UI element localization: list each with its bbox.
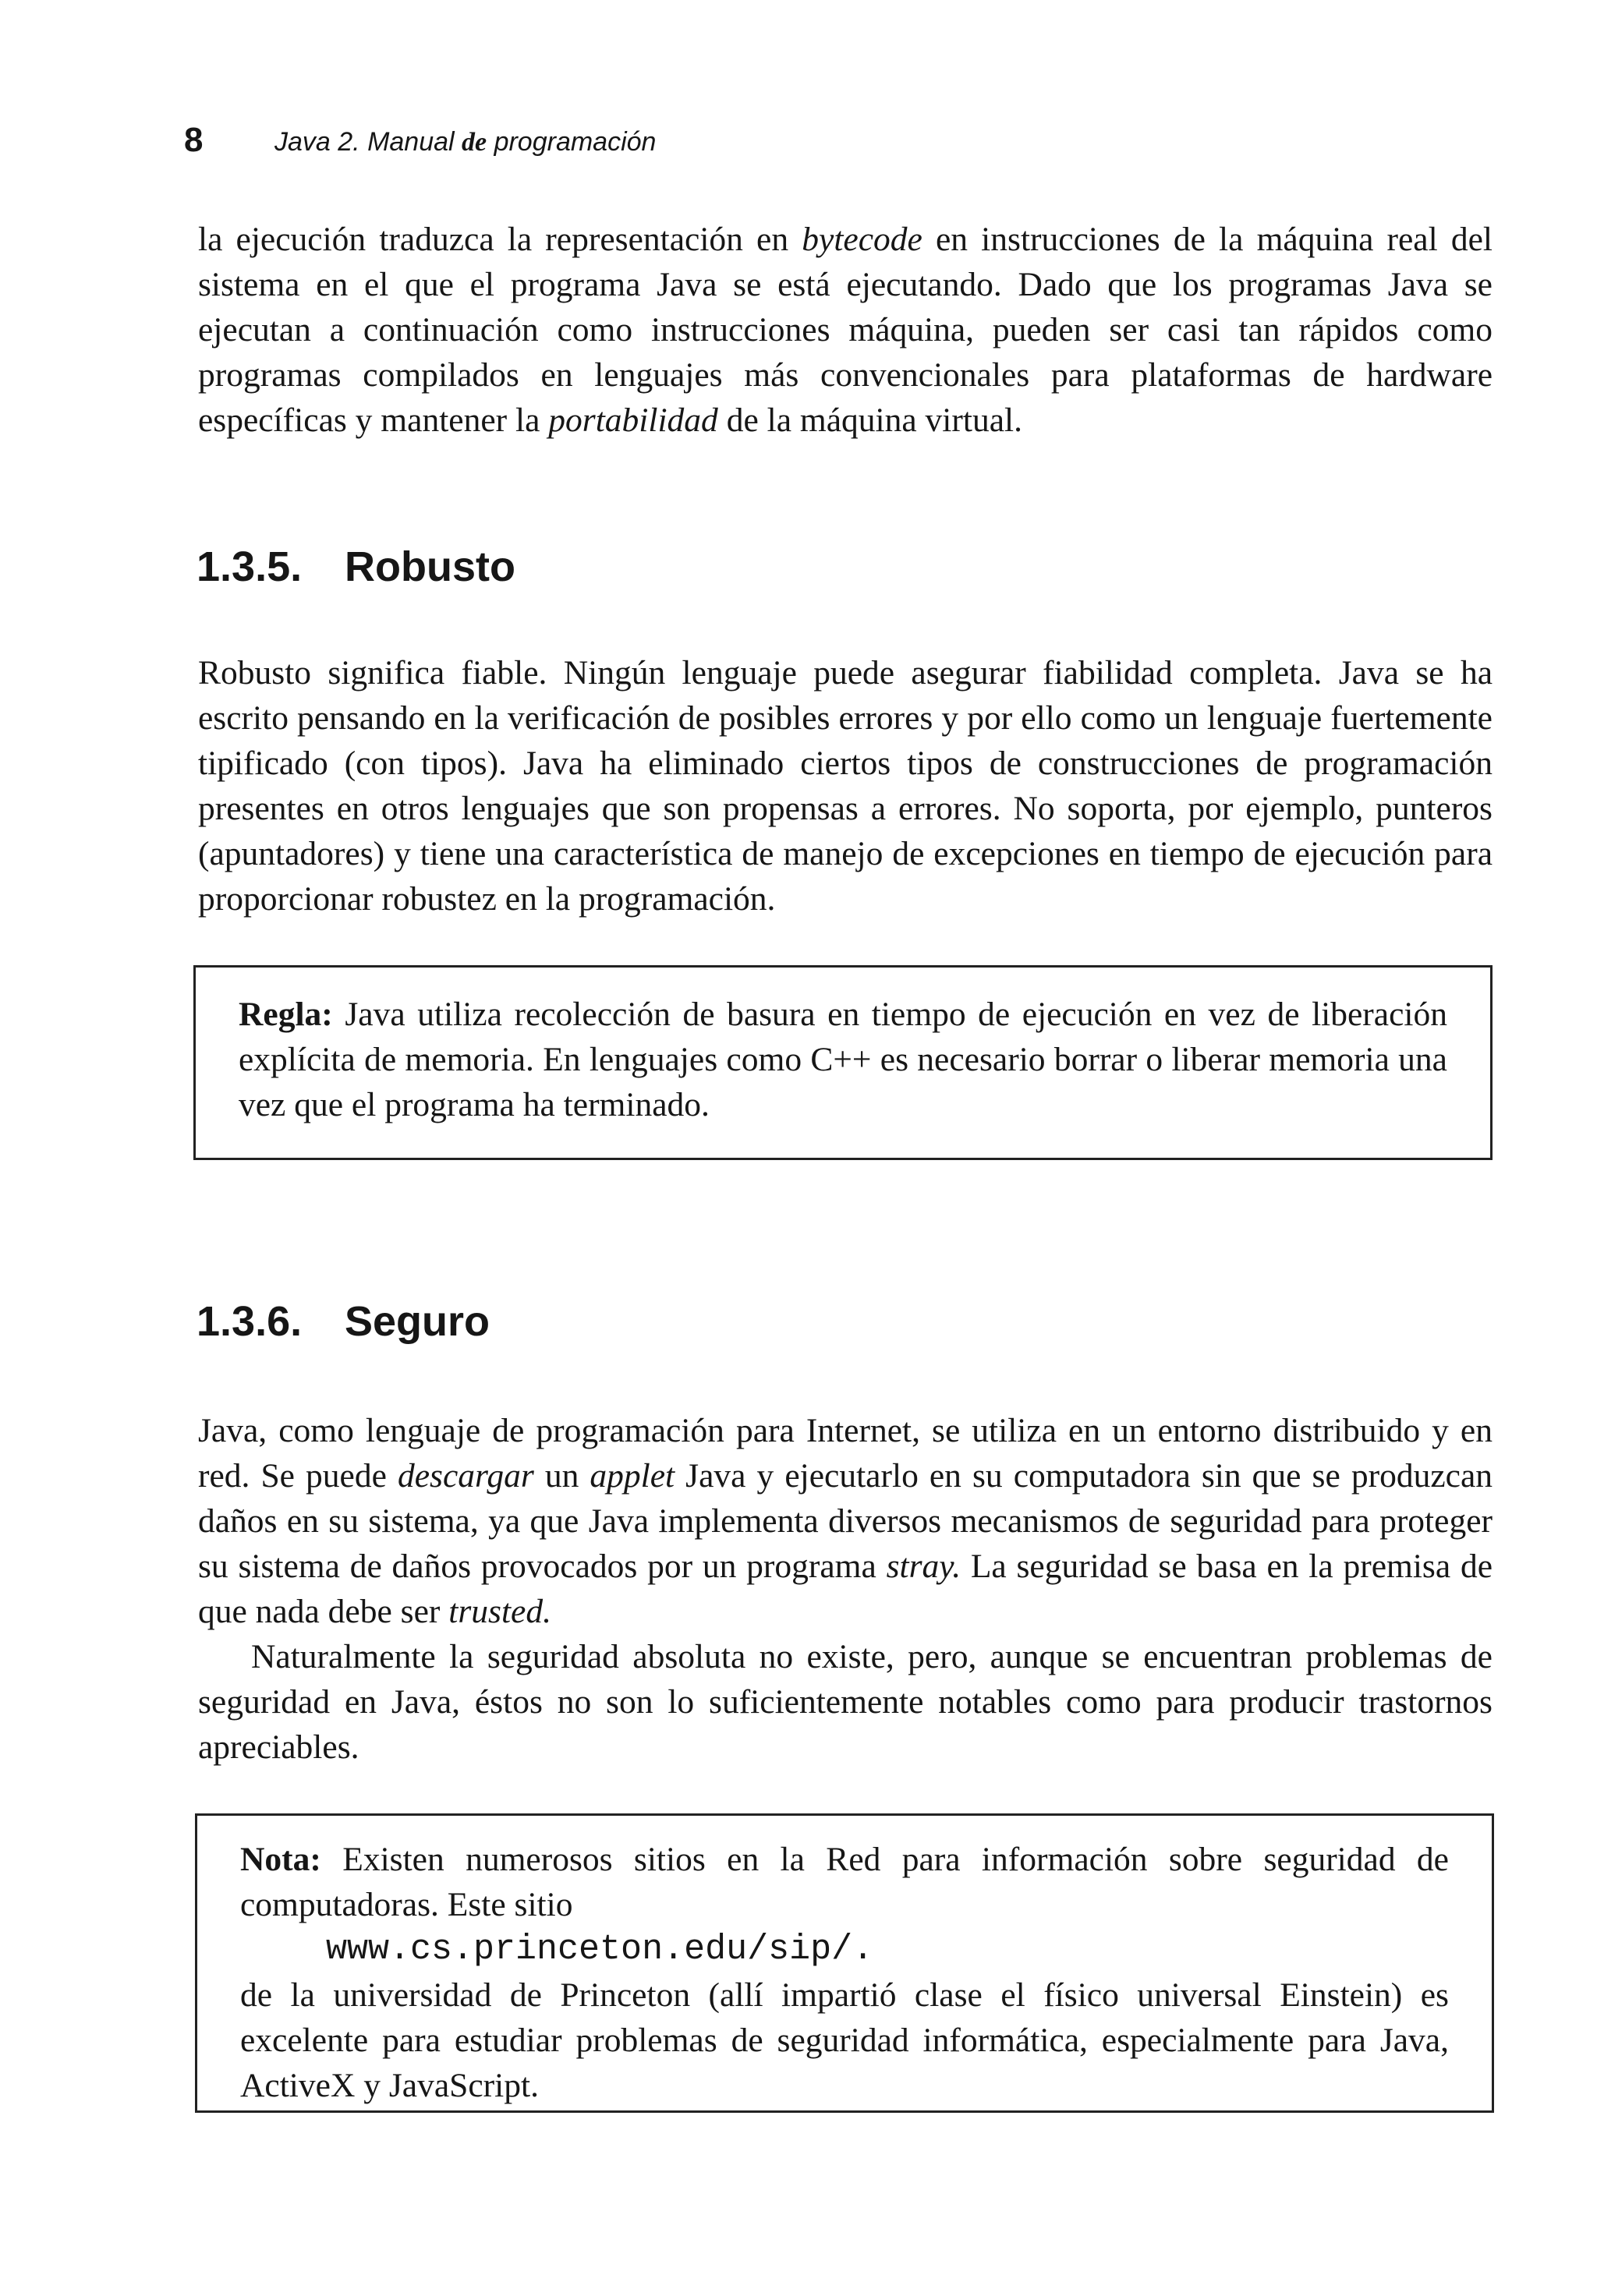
seguro-emphasis-stray: stray.	[886, 1548, 961, 1585]
section-number: 1.3.5.	[197, 543, 303, 590]
seguro-emphasis-applet: applet	[590, 1457, 675, 1495]
section-title: Seguro	[345, 1298, 490, 1345]
seguro-paragraph-2	[198, 1634, 1493, 1770]
intro-text-a: la ejecución traduzca la representación en	[198, 221, 802, 258]
note-url: www.cs.princeton.edu/sip/.	[326, 1930, 874, 1969]
seguro-text-a: Java, como lenguaje de programación para Internet, se utiliza en un entorno distribuido y en red. Se puede	[198, 1412, 1493, 1495]
note-label: Nota:	[240, 1841, 321, 1878]
intro-emphasis-bytecode: bytecode	[802, 221, 922, 258]
intro-paragraph	[198, 217, 1493, 443]
seguro-text-b: un	[533, 1457, 590, 1495]
note-body-2: de la universidad de Princeton (allí impartió clase el físico universal Einstein) es excelente para estudiar problemas de seguridad informática, especialmente para Java, ActiveX y JavaScript.	[240, 1976, 1449, 2104]
note-body-1: Existen numerosos sitios en la Red para información sobre seguridad de computadoras. Este sitio	[240, 1841, 1449, 1923]
note-intro	[240, 1837, 1449, 1927]
rule-body: Java utiliza recolección de basura en tiempo de ejecución en vez de liberación explícita de memoria. En lenguajes como C++ es necesario borrar o liberar memoria una vez que el programa ha terminado.	[239, 996, 1447, 1123]
section-number: 1.3.6.	[197, 1298, 303, 1345]
section-heading-seguro	[197, 1294, 490, 1349]
intro-text-b: en instrucciones de la máquina real del sistema en el que el programa Java se está ejecutando. Dado que los programas Java se ejecutan a continuación como instrucciones máquina, pueden ser casi tan rápidos como programas compilados en lenguajes más convencionales para plataformas de hardware específicas y mantener la	[198, 221, 1493, 439]
intro-text-c: de la máquina virtual.	[717, 402, 1022, 439]
seguro-paragraph-1	[198, 1408, 1493, 1634]
seguro-text-c: Java y ejecutarlo en su computadora sin que se produzcan daños en su sistema, ya que Java implementa diversos mecanismos de seguridad para proteger su sistema de daños provocados por un programa	[198, 1457, 1493, 1585]
note-text	[240, 1837, 1449, 2108]
intro-emphasis-portabilidad: portabilidad	[548, 402, 718, 439]
rule-label: Regla:	[239, 996, 333, 1033]
seguro-emphasis-descargar: descargar	[397, 1457, 534, 1495]
robusto-paragraph: Robusto significa fiable. Ningún lenguaje puede asegurar fiabilidad completa. Java se ha escrito pensando en la verificación de posibles errores y por ello como un lenguaje fuertemente tipificado (con tipos). Java ha eliminado ciertos tipos de construcciones de programación presentes en otros lenguajes que son propensas a errores. No soporta, por ejemplo, punteros (apuntadores) y tiene una característica de manejo de excepciones en tiempo de ejecución para proporcionar robustez en la programación.	[198, 654, 1493, 918]
page-number: 8	[184, 121, 204, 159]
section-heading-robusto	[197, 540, 515, 594]
section-title: Robusto	[345, 543, 515, 590]
running-title-de: de	[462, 128, 487, 157]
running-title-suffix: programación	[487, 127, 657, 157]
seguro-emphasis-trusted: trusted.	[448, 1593, 551, 1630]
running-title	[274, 120, 656, 165]
rule-text	[239, 992, 1447, 1127]
running-title-prefix: Java 2. Manual	[274, 127, 462, 157]
seguro-text-d: La seguridad se basa en la premisa de que nada debe ser	[198, 1548, 1493, 1630]
seguro-paragraph-2-text: Naturalmente la seguridad absoluta no existe, pero, aunque se encuentran problemas de seguridad en Java, éstos no son lo suficientemente notables como para producir trastornos apreciables.	[198, 1638, 1493, 1766]
